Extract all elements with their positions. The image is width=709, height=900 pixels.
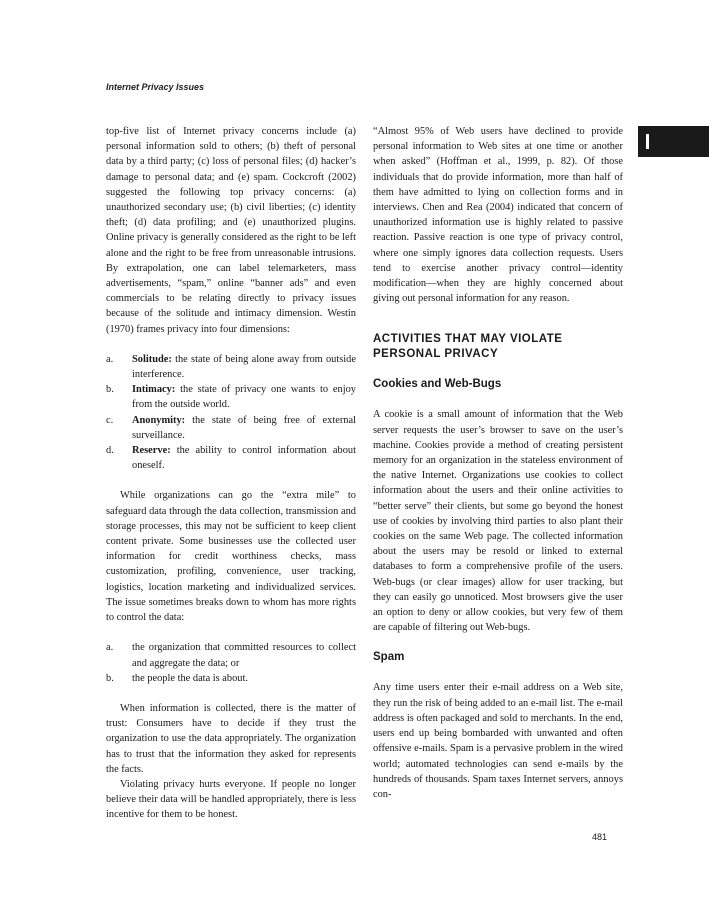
list-item: d. Reserve: the ability to control information about oneself. [106, 445, 356, 472]
organizations-paragraph: While organizations can go the “extra mile” to safeguard data through the data collection, transmission and storage processes, this may not be sufficient to keep client content private. Some businesses use the collected user information for credit worthiness checks, mass customization, profiling, convenience, user tracking, logistics, location marketing and individualized services. The issue sometimes breaks down to whom has more rights to control the data: [106, 490, 356, 624]
list-item: c. Anonymity: the state of being free of external surveillance. [106, 414, 356, 441]
intro-paragraph: top-five list of Internet privacy concerns include (a) personal information sold to others; (b) theft of personal data by a third party; (c) loss of personal files; (d) hacker’s damage to personal data; and (e) spam. Cockcroft (2002) suggested the following top privacy concerns: (a) unauthorized secondary use; (b) civil liberties; (c) identity theft; (d) data profiling; and (e) unauthorized plugins. Online privacy is generally considered as the right to be left alone and the right to be free from unreasonable intrusions. By extrapolation, one can label telemarketers, mass advertisements, “spam,” online “banner ads” and even commercials to be relating directly to privacy issues because of the solitude and intimacy dimension. Westin (1970) frames privacy into four dimensions: [106, 126, 356, 335]
cookies-heading: Cookies and Web-Bugs [373, 378, 502, 391]
right-column [373, 124, 623, 802]
page-number: 481 [592, 832, 608, 842]
dimension-term: Reserve: [132, 445, 171, 457]
spam-paragraph: Any time users enter their e-mail address on a Web site, they run the risk of being added to an e-mail list. The e-mail address is often packaged and sold to merchants. In the end, users end up being bombarded with unwanted and often offensive e-mails. Spam is a pervasive problem in the wired world; automated technologies can send e-mails by the hundreds of thousands. Spam taxes Internet servers, annoys con- [373, 682, 623, 800]
data-owners-list [106, 640, 356, 686]
running-head: Internet Privacy Issues [106, 82, 205, 92]
trust-paragraph: When information is collected, there is the matter of trust: Consumers have to decide if they trust the organization to use the data appropriately. The organization has to trust that the information they asked for represents the facts. [106, 702, 356, 775]
violating-privacy-paragraph: Violating privacy hurts everyone. If people no longer believe their data will be handled appropriately, there is less incentive for them to be honest. [106, 778, 356, 821]
privacy-dimensions-list [106, 352, 356, 474]
section-heading: ACTIVITIES THAT MAY VIOLATE PERSONAL PRIVACY [373, 333, 563, 361]
continuation-paragraph: “Almost 95% of Web users have declined to provide personal information to Web sites at one time or another when asked” (Hoffman et al., 1999, p. 82). Of those individuals that do provide information, more than half of them have admitted to lying on collection forms and in interviews. Chen and Rea (2004) indicated that concern of unauthorized information use is highly related to passive reaction. Passive reaction is one type of privacy control, where one simply ignores data collection requests. Users tend to exercise another privacy control—identity modification—when they are highly concerned about giving out personal information for any reason. [373, 126, 623, 305]
list-item: a. Solitude: the state of being alone away from outside interference. [106, 353, 356, 381]
dimension-term: Intimacy: [132, 384, 176, 396]
dimension-term: Anonymity: [132, 414, 186, 426]
left-column [106, 124, 356, 823]
chapter-tab-marker [638, 126, 709, 157]
list-item: b. the people the data is about. [106, 672, 248, 684]
list-item: b. Intimacy: the state of privacy one wants to enjoy from the outside world. [106, 384, 356, 411]
dimension-term: Solitude: [132, 353, 172, 365]
list-item: a. the organization that committed resources to collect and aggregate the data; or [106, 642, 356, 669]
cookies-paragraph: A cookie is a small amount of information that the Web server requests the user’s browser to save on the user’s machine. Cookies provide a method of creating persistent memory for an organization in the stateless environment of the native Internet. Organizations use cookies to collect information about the users and their online activities to “better serve” their clients, but some go beyond the honest use of cookies by involving third parties to also plant their cookies on the same Web page. The collected information about the users may be resold or linked to external databases to form a comprehensive profile of the users. Web-bugs (or clear images) allow for user tracking, but they can easily go unnoticed. Most browsers give the user an option to deny or allow cookies, but very few of them are capable of filtering out Web-bugs. [373, 409, 623, 634]
spam-heading: Spam [373, 651, 405, 664]
